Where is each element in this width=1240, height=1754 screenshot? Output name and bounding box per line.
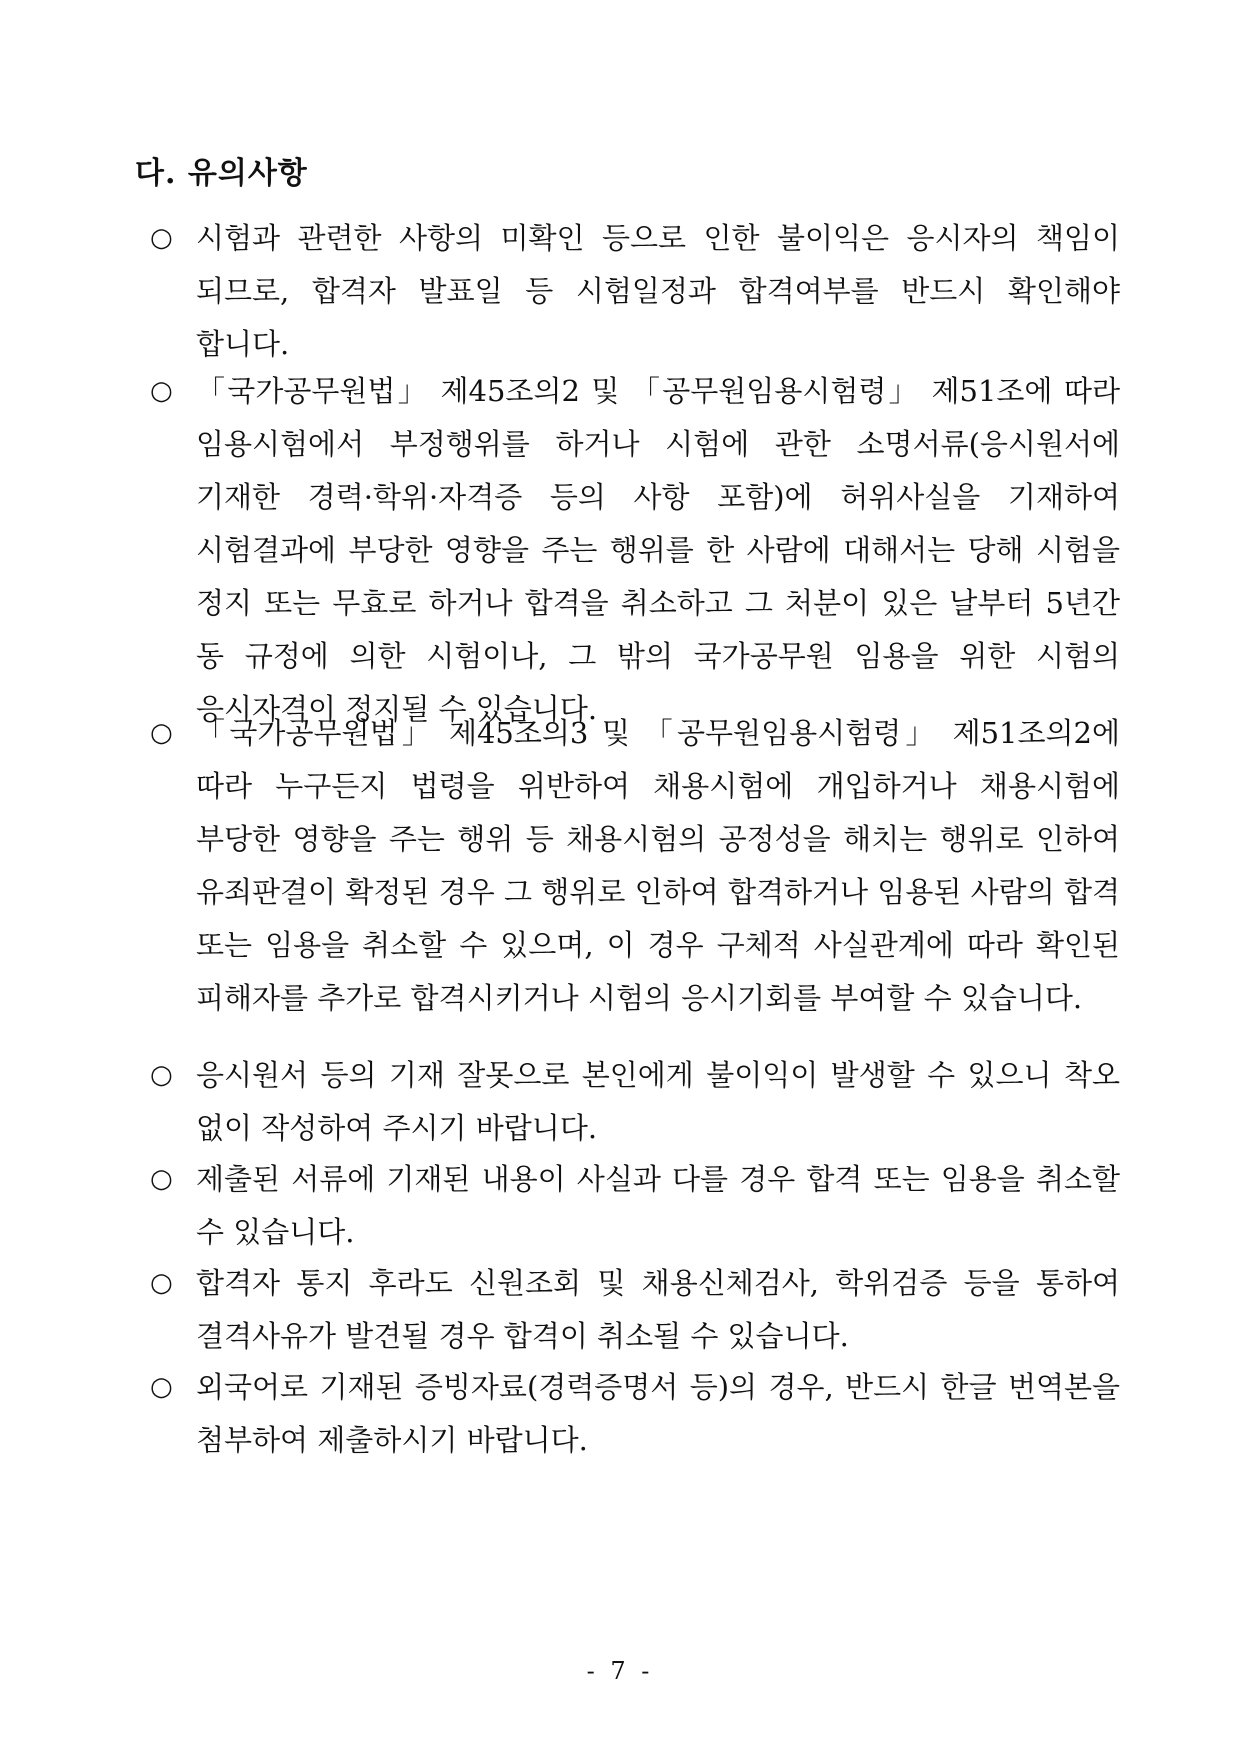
list-item-text: 「국가공무원법」 제45조의3 및 「공무원임용시험령」 제51조의2에 따라 누구든지 법령을 위반하여 채용시험에 개입하거나 채용시험에 부당한 영향을 주는 행위 등 채용시험의 공정성을 해치는 행위로 인하여 유죄판결이 확정된 경우 그 행위로 인하여 합격하거나 임용된 사람의 합격 또는 임용을 취소할 수 있으며, 이 경우 구체적 사실관계에 따라 확인된 피해자를 추가로 합격시키거나 시험의 응시기회를 부여할 수 있습니다. — [196, 716, 1120, 1015]
list-item — [150, 1049, 1120, 1155]
list-item — [150, 212, 1120, 371]
list-item-text: 응시원서 등의 기재 잘못으로 본인에게 불이익이 발생할 수 있으니 착오 없이 작성하여 주시기 바랍니다. — [196, 1058, 1120, 1145]
section-title: 다. 유의사항 — [135, 156, 308, 191]
list-item — [150, 365, 1120, 736]
list-item — [150, 1153, 1120, 1259]
bullet-circle-icon: ○ — [150, 1060, 173, 1090]
bullet-circle-icon: ○ — [150, 718, 173, 748]
page-number: - 7 - — [586, 1657, 654, 1685]
list-item-text: 제출된 서류에 기재된 내용이 사실과 다를 경우 합격 또는 임용을 취소할 수 있습니다. — [196, 1162, 1120, 1249]
list-item — [150, 1361, 1120, 1467]
bullet-circle-icon: ○ — [150, 1268, 173, 1298]
bullet-circle-icon: ○ — [150, 376, 173, 406]
list-item — [150, 1257, 1120, 1363]
bullet-circle-icon: ○ — [150, 1372, 173, 1402]
list-item-text: 「국가공무원법」 제45조의2 및 「공무원임용시험령」 제51조에 따라 임용시험에서 부정행위를 하거나 시험에 관한 소명서류(응시원서에 기재한 경력·학위·자격증 등의 사항 포함)에 허위사실을 기재하여 시험결과에 부당한 영향을 주는 행위를 한 사람에 대해서는 당해 시험을 정지 또는 무효로 하거나 합격을 취소하고 그 처분이 있은 날부터 5년간 동 규정에 의한 시험이나, 그 밖의 국가공무원 임용을 위한 시험의 응시자격이 정지될 수 있습니다. — [196, 374, 1120, 726]
list-item — [150, 707, 1120, 1025]
list-item-text: 외국어로 기재된 증빙자료(경력증명서 등)의 경우, 반드시 한글 번역본을 첨부하여 제출하시기 바랍니다. — [196, 1370, 1120, 1457]
bullet-circle-icon: ○ — [150, 223, 173, 253]
bullet-circle-icon: ○ — [150, 1164, 173, 1194]
list-item-text: 시험과 관련한 사항의 미확인 등으로 인한 불이익은 응시자의 책임이 되므로, 합격자 발표일 등 시험일정과 합격여부를 반드시 확인해야 합니다. — [196, 221, 1120, 361]
list-item-text: 합격자 통지 후라도 신원조회 및 채용신체검사, 학위검증 등을 통하여 결격사유가 발견될 경우 합격이 취소될 수 있습니다. — [196, 1266, 1120, 1353]
